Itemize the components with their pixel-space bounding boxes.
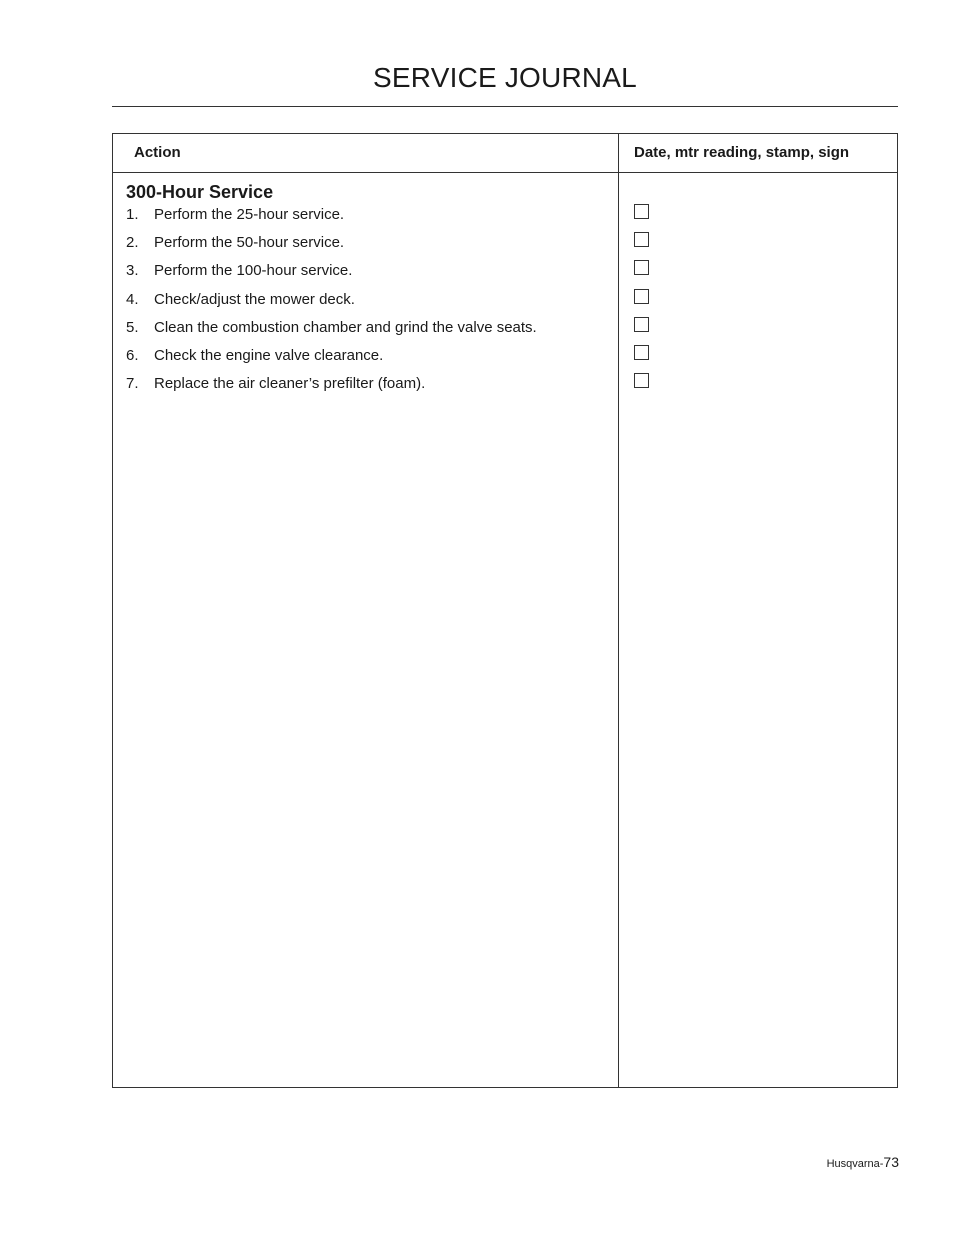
task-text: Clean the combustion chamber and grind the valve seats.: [154, 318, 537, 336]
checkbox-column: [634, 204, 649, 401]
task-number: 6.: [126, 346, 139, 364]
page-title: SERVICE JOURNAL: [373, 62, 637, 93]
page-number: 73: [883, 1154, 899, 1170]
task-text: Check the engine valve clearance.: [154, 346, 384, 364]
task-text: Perform the 50-hour service.: [154, 234, 345, 252]
header-action: Action: [134, 144, 181, 161]
task-list: [126, 206, 537, 403]
task-item: [126, 291, 537, 319]
task-item: [126, 262, 537, 290]
task-checkbox-3[interactable]: [634, 260, 649, 275]
task-text: Perform the 100-hour service.: [154, 262, 353, 280]
footer-brand: Husqvarna-: [826, 1158, 884, 1170]
title-divider: [112, 106, 898, 107]
task-checkbox-2[interactable]: [634, 232, 649, 247]
task-number: 3.: [126, 262, 139, 280]
task-number: 5.: [126, 318, 139, 336]
task-item: [126, 206, 537, 234]
task-checkbox-5[interactable]: [634, 317, 649, 332]
task-checkbox-4[interactable]: [634, 289, 649, 304]
header-date-stamp-sign: Date, mtr reading, stamp, sign: [634, 144, 850, 161]
task-checkbox-7[interactable]: [634, 373, 649, 388]
task-item: [126, 234, 537, 262]
task-item: [126, 347, 537, 375]
task-number: 4.: [126, 290, 139, 308]
column-divider: [618, 134, 619, 1087]
task-item: [126, 375, 537, 403]
task-number: 2.: [126, 234, 139, 252]
task-checkbox-1[interactable]: [634, 204, 649, 219]
task-checkbox-6[interactable]: [634, 345, 649, 360]
section-title: 300-Hour Service: [126, 182, 274, 202]
task-number: 1.: [126, 206, 139, 223]
page-footer: [827, 1154, 899, 1170]
task-item: [126, 319, 537, 347]
task-text: Perform the 25-hour service.: [154, 206, 345, 223]
task-number: 7.: [126, 375, 139, 393]
task-text: Replace the air cleaner’s prefilter (foam).: [154, 375, 426, 393]
task-text: Check/adjust the mower deck.: [154, 290, 355, 308]
service-journal-table: [112, 133, 898, 1088]
